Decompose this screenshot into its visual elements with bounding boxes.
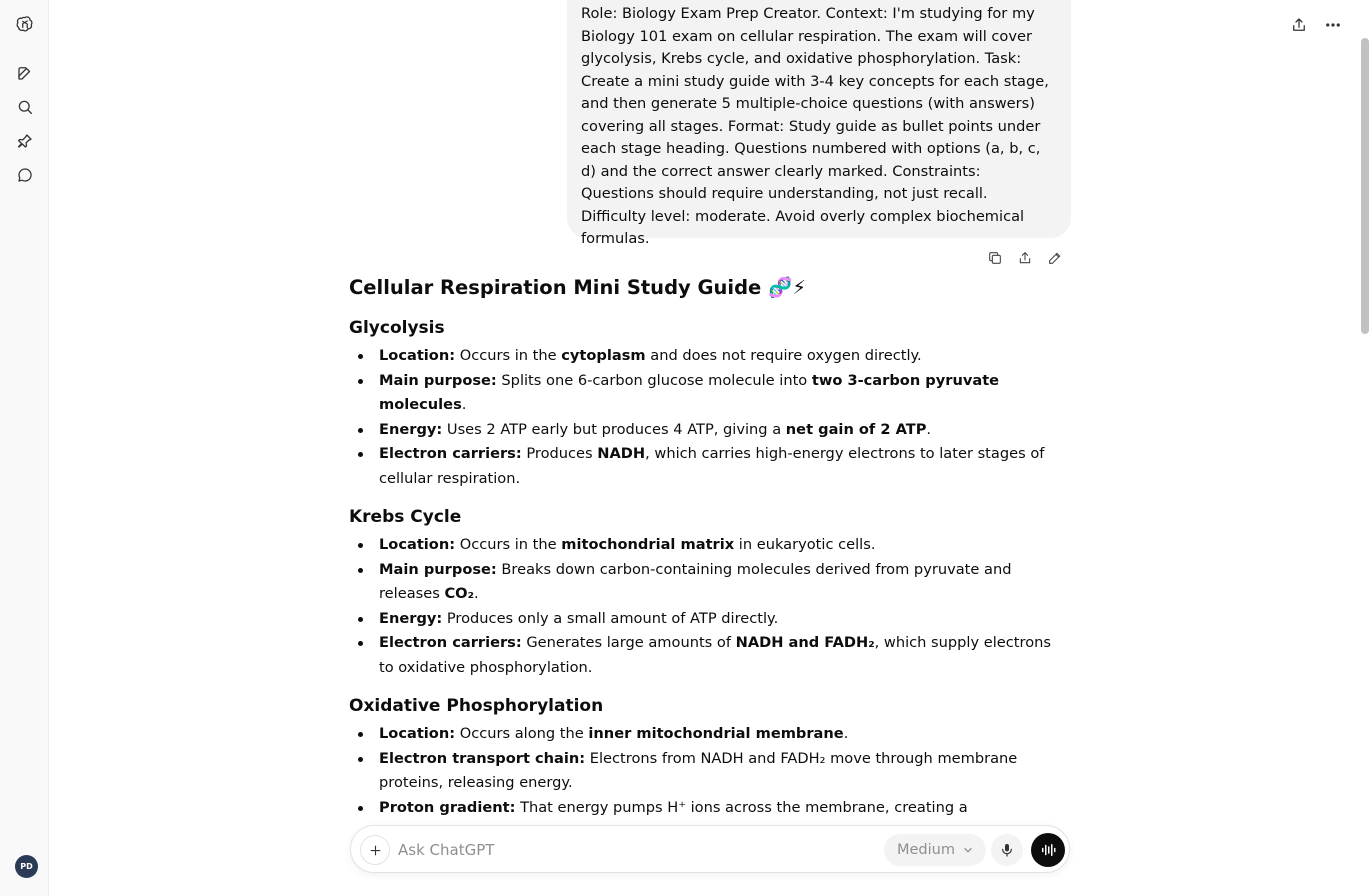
text: Produces only a small amount of ATP directly. xyxy=(442,609,779,627)
bold-text: cytoplasm xyxy=(561,347,646,364)
list-item xyxy=(349,369,1069,418)
text: Generates large amounts of xyxy=(521,634,736,651)
model-selector[interactable] xyxy=(884,834,986,866)
chevron-down-icon xyxy=(963,845,973,855)
edit-icon xyxy=(1047,250,1063,266)
bold-text: Energy: xyxy=(379,420,443,438)
section-heading: Krebs Cycle xyxy=(349,507,462,527)
list-item xyxy=(349,631,1069,680)
bold-text: Electron carriers: xyxy=(379,634,522,651)
bold-text: Electron carriers: xyxy=(379,445,522,462)
list-item xyxy=(349,442,1069,491)
text: , which carries high-energy electrons to later stages of cellular respiration. xyxy=(379,445,1045,487)
pin-button[interactable] xyxy=(12,128,38,154)
assistant-answer xyxy=(349,274,1069,859)
bold-text: Location: xyxy=(379,347,456,364)
section-heading: Glycolysis xyxy=(349,318,445,338)
text: . xyxy=(473,585,479,602)
bold-text: Location: xyxy=(379,725,456,742)
text: Uses 2 ATP early but produces 4 ATP, giving a xyxy=(442,420,786,438)
edit-message-button[interactable] xyxy=(1044,247,1065,268)
list-item xyxy=(349,418,1069,443)
user-message xyxy=(567,0,1071,247)
scrollbar[interactable] xyxy=(1361,38,1369,334)
section-heading: Oxidative Phosphorylation xyxy=(349,696,604,716)
bold-text: net gain of 2 ATP xyxy=(785,420,927,438)
plus-icon xyxy=(368,843,383,858)
logo-icon[interactable] xyxy=(12,11,38,37)
chat-bubble-icon xyxy=(16,166,34,184)
bold-text: NADH xyxy=(597,445,646,462)
share-message-button[interactable] xyxy=(1014,247,1035,268)
text: in eukaryotic cells. xyxy=(734,536,876,553)
text: Breaks down carbon-containing molecules derived from pyruvate and releases xyxy=(379,560,1012,602)
bold-text: Energy: xyxy=(379,609,443,627)
sidebar xyxy=(0,0,49,896)
search-icon xyxy=(16,98,34,116)
text: Occurs along the xyxy=(455,725,589,742)
chat-input[interactable] xyxy=(398,837,868,863)
text: and does not require oxygen directly. xyxy=(645,347,922,364)
text: . xyxy=(843,725,849,742)
section-list xyxy=(349,533,1069,680)
user-message-text: Role: Biology Exam Prep Creator. Context: I'm studying for my Biology 101 exam on cellular respiration. The exam will cover glycolysis, Krebs cycle, and oxidative phosphorylation. Task: Create a mini study guide with 3-4 key concepts for each stage, and then generate 5 multiple-choice questions (with answers) covering all stages. Format: Study guide as bullet points under each stage heading. Questions numbered with options (a, b, c, d) and the correct answer clearly marked. Constraints: Questions should require understanding, not just recall. Difficulty level: moderate. Avoid overly complex biochemical formulas. xyxy=(581,5,1049,247)
share-button[interactable] xyxy=(1286,12,1312,38)
bold-text: NADH and FADH₂ xyxy=(735,634,875,651)
bold-text: two 3-carbon pyruvate molecules xyxy=(379,371,1000,413)
model-selector-label: Medium xyxy=(897,842,955,858)
text: Occurs in the xyxy=(455,536,562,553)
bold-text: mitochondrial matrix xyxy=(561,536,735,553)
message-actions xyxy=(984,247,1065,268)
share-icon xyxy=(1290,16,1308,34)
text: . xyxy=(926,420,932,438)
new-chat-button[interactable] xyxy=(12,60,38,86)
share-icon xyxy=(1017,250,1033,266)
text: . xyxy=(461,396,467,413)
avatar[interactable]: PD xyxy=(15,855,38,878)
voice-waveform-icon xyxy=(1039,841,1057,859)
bold-text: Location: xyxy=(379,536,456,553)
composer xyxy=(350,825,1070,873)
bold-text: Main purpose: xyxy=(379,371,497,389)
voice-mode-button[interactable] xyxy=(1031,833,1065,867)
answer-title: Cellular Respiration Mini Study Guide 🧬⚡ xyxy=(349,276,807,299)
text: Produces xyxy=(521,445,598,462)
microphone-icon xyxy=(999,842,1015,858)
search-button[interactable] xyxy=(12,94,38,120)
list-item xyxy=(349,722,1069,747)
text: Occurs in the xyxy=(455,347,562,364)
bold-text: inner mitochondrial membrane xyxy=(588,725,844,742)
section-list xyxy=(349,344,1069,491)
bold-text: CO₂ xyxy=(444,585,474,602)
list-item xyxy=(349,747,1069,796)
more-button[interactable] xyxy=(1320,12,1346,38)
more-icon xyxy=(1324,16,1342,34)
text: , which supply electrons to oxidative phosphorylation. xyxy=(379,634,1051,676)
new-chat-icon xyxy=(16,64,34,82)
pin-icon xyxy=(16,132,34,150)
openai-logo-icon xyxy=(16,15,34,33)
attach-button[interactable] xyxy=(360,835,390,865)
list-item xyxy=(349,558,1069,607)
copy-icon xyxy=(987,250,1003,266)
chats-button[interactable] xyxy=(12,162,38,188)
text: Splits one 6-carbon glucose molecule into xyxy=(496,371,812,389)
bold-text: Electron transport chain: xyxy=(379,749,586,767)
bold-text: Proton gradient: xyxy=(379,798,516,816)
bold-text: Main purpose: xyxy=(379,560,497,578)
copy-button[interactable] xyxy=(984,247,1005,268)
list-item xyxy=(349,533,1069,558)
list-item xyxy=(349,344,1069,369)
text: Electrons from NADH and FADH₂ move through membrane proteins, releasing energy. xyxy=(379,749,1018,791)
dictate-button[interactable] xyxy=(991,834,1023,866)
text: That energy pumps H⁺ ions across the membrane, creating a xyxy=(520,798,968,816)
list-item xyxy=(349,607,1069,632)
